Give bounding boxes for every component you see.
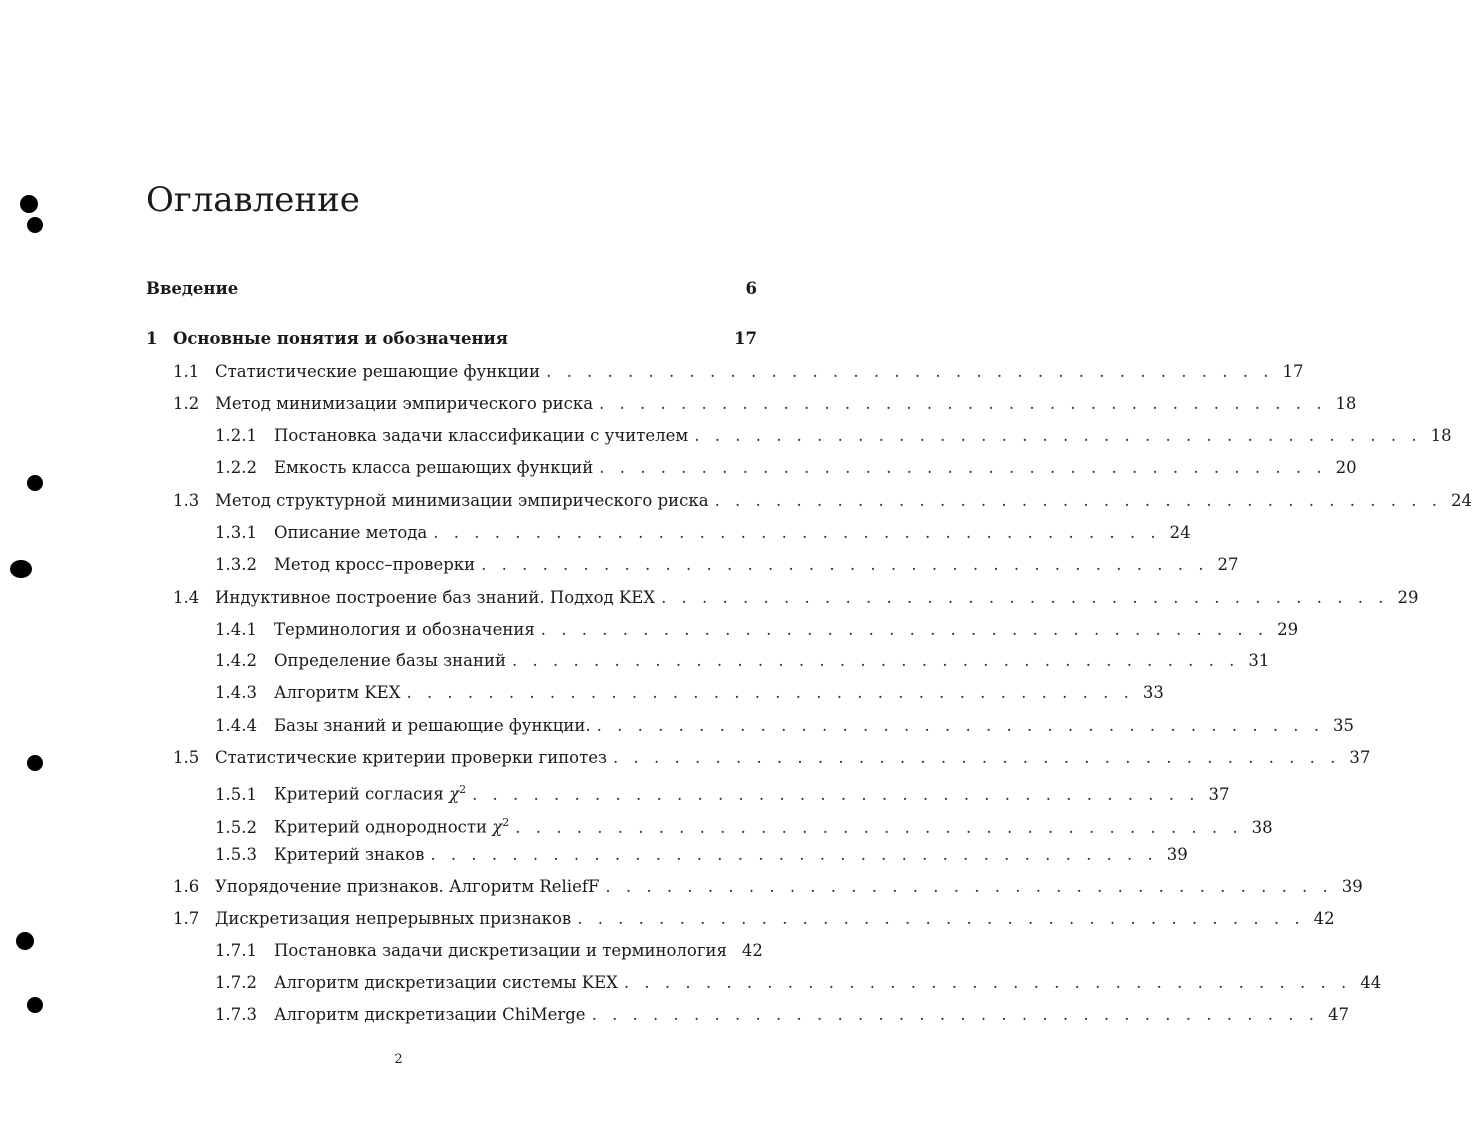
toc-entry-number: 1.3.1 xyxy=(215,523,257,542)
toc-entry-number: 1.2.1 xyxy=(215,426,257,445)
dot-leader: . . . . . . . . . . . . . . . . . . . . . . . . . . . . . . . . . . . . xyxy=(577,909,1305,928)
toc-entry-1-3-1[interactable] xyxy=(215,521,1191,545)
toc-entry-text: Алгоритм дискретизации ChiMerge xyxy=(274,1005,586,1024)
toc-entry-page: 20 xyxy=(1335,458,1357,477)
toc-entry-number: 1.7.1 xyxy=(215,941,257,960)
toc-entry-text: Критерий знаков xyxy=(274,845,425,864)
toc-entry-text: Введение xyxy=(146,279,239,298)
toc-entry-page: 24 xyxy=(1450,491,1472,510)
toc-entry-1-2[interactable] xyxy=(173,392,1357,416)
toc-entry-page: 37 xyxy=(1349,748,1371,767)
dot-leader: . . . . . . . . . . . . . . . . . . . . . . . . . . . . . . . . . . . . xyxy=(546,362,1274,381)
toc-entry-text: Индуктивное построение баз знаний. Подход KEX xyxy=(215,588,656,607)
page-title: Оглавление xyxy=(146,179,360,220)
toc-entry-text: Алгоритм дискретизации системы KEX xyxy=(274,973,618,992)
toc-entry-number: 1.7 xyxy=(173,909,200,928)
toc-entry-1-6[interactable] xyxy=(173,875,1363,899)
dot-leader: . . . . . . . . . . . . . . . . . . . . . . . . . . . . . . . . . . . . xyxy=(694,426,1422,445)
dot-leader: . . . . . . . . . . . . . . . . . . . . . . . . . . . . . . . . . . . . xyxy=(430,845,1158,864)
toc-entry-text: Основные понятия и обозначения xyxy=(173,329,508,348)
toc-entry-number: 1.4.4 xyxy=(215,716,257,735)
toc-entry-1-5-2[interactable] xyxy=(215,811,1273,837)
toc-entry-1-5-3[interactable] xyxy=(215,843,1188,867)
toc-entry-text: Метод минимизации эмпирического риска xyxy=(215,394,594,413)
toc-entry-page: 29 xyxy=(1277,620,1299,639)
toc-entry-page: 18 xyxy=(1335,394,1357,413)
toc-entry-intro[interactable] xyxy=(146,277,757,301)
dot-leader: . . . . . . . . . . . . . . . . . . . . . . . . . . . . . . . . . . . . xyxy=(623,973,1352,992)
toc-entry-number: 1.1 xyxy=(173,362,200,381)
toc-entry-label: Критерий согласия xyxy=(274,784,444,804)
dot-leader: . . . . . . . . . . . . . . . . . . . . . . . . . . . . . . . . . . . . xyxy=(512,651,1240,670)
toc-entry-1-5-1[interactable] xyxy=(215,778,1230,804)
toc-entry-page: 35 xyxy=(1333,716,1355,735)
toc-entry-text: Алгоритм KEX xyxy=(274,683,401,702)
toc-entry-number: 1.5.3 xyxy=(215,845,257,864)
dot-leader: . . . . . . . . . . . . . . . . . . . . . . . . . . . . . . . . . . . . xyxy=(481,555,1209,574)
dot-leader: . . . . . . . . . . . . . . . . . . . . . . . . . . . . . . . . . . . . xyxy=(714,491,1442,510)
toc-entry-page: 33 xyxy=(1142,683,1164,702)
toc-entry-text: Метод кросс–проверки xyxy=(274,555,476,574)
toc-entry-1-2-1[interactable] xyxy=(215,424,1452,448)
dot-leader: . . . . . . . . . . . . . . . . . . . . . . . . . . . . . . . . . . . . xyxy=(591,1005,1319,1024)
toc-entry-number: 1.5 xyxy=(173,748,200,767)
toc-entry-number: 1.2.2 xyxy=(215,458,257,477)
toc-entry-number: 1.7.3 xyxy=(215,1005,257,1024)
toc-entry-1-4[interactable] xyxy=(173,586,1419,610)
chi-superscript: 2 xyxy=(502,816,510,829)
toc-entry-1-1[interactable] xyxy=(173,360,1304,384)
toc-entry-text xyxy=(274,811,509,840)
chi-superscript: 2 xyxy=(459,783,467,796)
toc-entry-text: Определение базы знаний xyxy=(274,651,506,670)
toc-entry-page: 38 xyxy=(1251,817,1273,837)
toc-entry-page: 39 xyxy=(1341,877,1363,896)
toc-entry-page: 37 xyxy=(1208,784,1230,804)
dot-leader: . . . . . . . . . . . . . . . . . . . . . . . . . . . . . . . . . . . . xyxy=(661,588,1389,607)
toc-entry-chapter-1[interactable] xyxy=(146,327,757,351)
toc-entry-number: 1.4.1 xyxy=(215,620,257,639)
dot-leader: . . . . . . . . . . . . . . . . . . . . . . . . . . . . . . . . . . . . xyxy=(472,784,1200,804)
toc-entry-number: 1.5.1 xyxy=(215,784,257,804)
toc-entry-page: 24 xyxy=(1169,523,1191,542)
dot-leader: . . . . . . . . . . . . . . . . . . . . . . . . . . . . . . . . . . . . xyxy=(540,620,1269,639)
toc-entry-text: Метод структурной минимизации эмпирического риска xyxy=(215,491,709,510)
toc-entry-text: Емкость класса решающих функций xyxy=(274,458,594,477)
dot-leader: . . . . . . . . . . . . . . . . . . . . . . . . . . . . . . . . . . . . xyxy=(599,394,1327,413)
toc-entry-text: Описание метода xyxy=(274,523,428,542)
toc-entry-page: 18 xyxy=(1430,426,1452,445)
toc-entry-page: 6 xyxy=(745,279,757,298)
toc-entry-text: Упорядочение признаков. Алгоритм ReliefF xyxy=(215,877,600,896)
toc-entry-1-3-2[interactable] xyxy=(215,553,1239,577)
toc-entry-1-4-2[interactable] xyxy=(215,649,1270,673)
toc-entry-page: 27 xyxy=(1217,555,1239,574)
toc-entry-text xyxy=(274,778,466,807)
dot-leader: . . . . . . . . . . . . . . . . . . . . . . . . . . . . . . . . . . . . xyxy=(433,523,1161,542)
toc-entry-1-3[interactable] xyxy=(173,489,1472,513)
toc-entry-text: Дискретизация непрерывных признаков xyxy=(215,909,572,928)
toc-entry-1-2-2[interactable] xyxy=(215,456,1357,480)
toc-entry-number: 1 xyxy=(146,329,158,348)
toc-entry-1-4-3[interactable] xyxy=(215,681,1164,705)
toc-entry-page: 31 xyxy=(1248,651,1270,670)
dot-leader: . . . . . . . . . . . . . . . . . . . . . . . . . . . . . . . . . . . . xyxy=(596,716,1325,735)
toc-entry-text: Постановка задачи дискретизации и терминология xyxy=(274,941,727,960)
toc-entry-text: Терминология и обозначения xyxy=(274,620,535,639)
toc-entry-1-7-3[interactable] xyxy=(215,1003,1349,1027)
toc-entry-number: 1.6 xyxy=(173,877,200,896)
page-number: 2 xyxy=(394,1052,403,1067)
dot-leader: . . . . . . . . . . . . . . . . . . . . . . . . . . . . . . . . . . . . xyxy=(406,683,1134,702)
chi-symbol: χ xyxy=(492,817,503,837)
toc-entry-1-7[interactable] xyxy=(173,907,1335,931)
toc-entry-1-7-1[interactable] xyxy=(215,939,763,963)
toc-entry-label: Критерий однородности xyxy=(274,817,488,837)
toc-entry-number: 1.7.2 xyxy=(215,973,257,992)
toc-entry-page: 17 xyxy=(734,329,757,348)
toc-entry-text: Статистические критерии проверки гипотез xyxy=(215,748,608,767)
toc-entry-text: Базы знаний и решающие функции. xyxy=(274,716,591,735)
toc-entry-number: 1.2 xyxy=(173,394,200,413)
toc-entry-number: 1.3 xyxy=(173,491,200,510)
toc-entry-number: 1.5.2 xyxy=(215,817,257,837)
chi-symbol: χ xyxy=(449,784,460,804)
dot-leader: . . . . . . . . . . . . . . . . . . . . . . . . . . . . . . . . . . . . xyxy=(599,458,1327,477)
toc-entry-number: 1.4.3 xyxy=(215,683,257,702)
dot-leader: . . . . . . . . . . . . . . . . . . . . . . . . . . . . . . . . . . . . xyxy=(515,817,1243,837)
toc-entry-number: 1.4 xyxy=(173,588,200,607)
toc-entry-text: Статистические решающие функции xyxy=(215,362,541,381)
dot-leader: . . . . . . . . . . . . . . . . . . . . . . . . . . . . . . . . . . . . xyxy=(605,877,1333,896)
toc-entry-page: 39 xyxy=(1166,845,1188,864)
toc-entry-page: 44 xyxy=(1360,973,1382,992)
toc-entry-page: 47 xyxy=(1327,1005,1349,1024)
toc-entry-number: 1.4.2 xyxy=(215,651,257,670)
dot-leader: . . . . . . . . . . . . . . . . . . . . . . . . . . . . . . . . . . . . xyxy=(613,748,1341,767)
toc-entry-page: 29 xyxy=(1397,588,1419,607)
toc-entry-1-7-2[interactable] xyxy=(215,971,1382,995)
toc-entry-1-4-4[interactable] xyxy=(215,714,1355,738)
toc-entry-1-5[interactable] xyxy=(173,746,1371,770)
toc-entry-page: 17 xyxy=(1282,362,1304,381)
toc-entry-page: 42 xyxy=(1313,909,1335,928)
toc-entry-number: 1.3.2 xyxy=(215,555,257,574)
toc-entry-1-4-1[interactable] xyxy=(215,618,1299,642)
toc-entry-text: Постановка задачи классификации с учителем xyxy=(274,426,689,445)
toc-entry-page: 42 xyxy=(741,941,763,960)
